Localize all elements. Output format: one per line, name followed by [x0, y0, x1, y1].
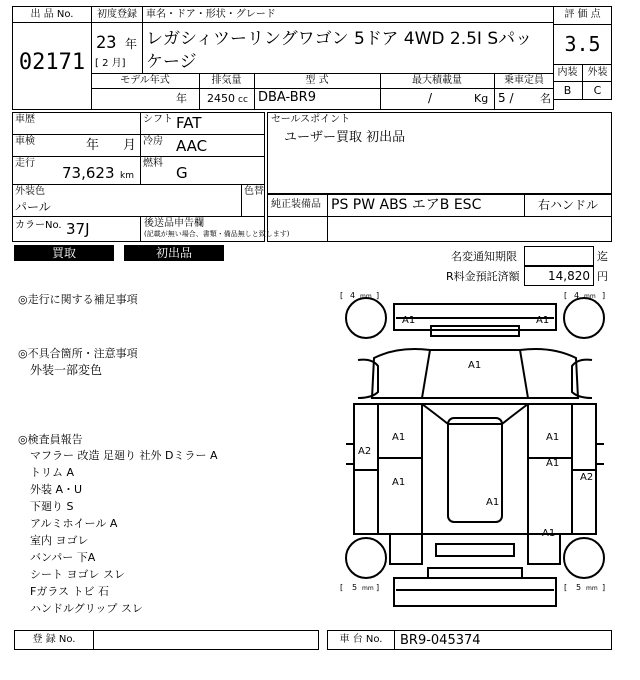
- steering-side: 右ハンドル: [537, 198, 598, 212]
- reg-year-unit: 年: [125, 37, 138, 51]
- inspector-report-title: ◎検査員報告: [18, 433, 83, 446]
- recycle-label: R料金預託済額: [446, 270, 520, 283]
- wheel-front-left: [346, 298, 386, 338]
- defect-notes-title: ◎不具合箇所・注意事項: [18, 347, 138, 360]
- type-label: 型 式: [305, 75, 329, 86]
- inspector-line: アルミホイール A: [30, 517, 118, 530]
- inspector-line: 下廻り S: [30, 500, 74, 513]
- inspector-line: 外装 A・U: [30, 483, 83, 496]
- inspector-line: ハンドルグリップ スレ: [30, 602, 143, 615]
- sales-point-label: セールスポイント: [271, 114, 351, 125]
- inspection-label: 車検: [15, 136, 35, 147]
- capacity-unit: 名: [540, 92, 551, 105]
- mileage-value: 73,623: [62, 164, 115, 182]
- svg-text:mm: mm: [362, 585, 374, 592]
- svg-text:]: ]: [602, 583, 606, 592]
- reg-year: 23: [96, 33, 117, 53]
- color-label: 外装色: [15, 186, 45, 197]
- damage-mark: A1: [546, 432, 560, 443]
- damage-mark: A1: [402, 315, 416, 326]
- tire-fl-depth: 4: [350, 291, 356, 300]
- tire-rr-depth: 5: [576, 583, 582, 592]
- inspector-line: トリム A: [30, 466, 75, 479]
- svg-text:[: [: [340, 583, 344, 592]
- reg-label: 初度登録: [97, 9, 137, 20]
- svg-text:mm: mm: [586, 585, 598, 592]
- car-name-line1: レガシィツーリングワゴン 5ドア 4WD 2.5I Sパッ: [146, 29, 533, 49]
- recycle-value: 14,820: [548, 269, 590, 283]
- shift-label: シフト: [143, 114, 173, 125]
- wheel-rear-right: [564, 538, 604, 578]
- inspector-line: Fガラス トビ 石: [30, 585, 109, 598]
- inspector-line: バンパー 下A: [30, 551, 96, 564]
- damage-mark: A1: [392, 432, 406, 443]
- damage-mark: A1: [536, 315, 550, 326]
- lot-label: 出 品 No.: [30, 9, 74, 20]
- defect-notes-text: 外装一部変色: [30, 363, 103, 377]
- svg-text:[: [: [564, 291, 568, 300]
- ac-label: 冷房: [143, 136, 163, 147]
- damage-mark: A1: [546, 458, 560, 469]
- max-load-value: /: [428, 91, 433, 105]
- inspector-line: マフラー 改造 足廻り 社外 Dミラー A: [30, 449, 218, 462]
- svg-text:mm: mm: [360, 293, 372, 300]
- damage-mark: A2: [358, 446, 372, 457]
- deadline-label: 名変通知期限: [451, 250, 517, 263]
- svg-text:]: ]: [376, 583, 380, 592]
- model-year-label: モデル年式: [120, 75, 170, 86]
- svg-text:[: [: [564, 583, 568, 592]
- rear-bumper: [394, 578, 556, 606]
- inspector-line: シート ヨゴレ スレ: [30, 568, 125, 581]
- interior-grade: B: [563, 84, 572, 97]
- tire-fr-depth: 4: [574, 291, 580, 300]
- aftermarket-label: 後送品申告欄: [144, 218, 204, 229]
- svg-text:]: ]: [602, 291, 606, 300]
- fuel-label: 燃料: [143, 158, 163, 169]
- damage-mark: A1: [468, 360, 482, 371]
- mileage-label: 走行: [15, 158, 35, 169]
- interior-label: 内装: [557, 67, 578, 78]
- history-label: 車歴: [15, 114, 35, 125]
- inspection-month-unit: 月: [123, 138, 137, 153]
- capacity-value: 5 /: [498, 91, 514, 105]
- exterior-grade: C: [593, 84, 602, 97]
- exterior-label: 外装: [587, 67, 608, 78]
- mileage-unit: km: [120, 171, 134, 181]
- hood-outline: [372, 349, 578, 398]
- aftermarket-note: (記載が無い場合、書類・備品無しと致します): [144, 230, 290, 238]
- chassis-label: 車 台 No.: [339, 634, 383, 645]
- damage-mark: A1: [542, 528, 556, 539]
- svg-text:]: ]: [376, 291, 380, 300]
- wheel-rear-left: [346, 538, 386, 578]
- max-load-unit: Kg: [474, 92, 489, 105]
- reg-no-value-box: [93, 630, 319, 650]
- displacement-value: 2450: [207, 92, 235, 105]
- capacity-label: 乗車定員: [504, 75, 544, 86]
- type-value: DBA-BR9: [258, 90, 316, 105]
- equipment-label: 純正装備品: [271, 199, 321, 210]
- name-label: 車名・ドア・形状・グレード: [146, 9, 276, 20]
- color-number-value: 37J: [66, 220, 90, 238]
- color-value: パール: [15, 200, 51, 214]
- model-year-unit: 年: [176, 92, 187, 105]
- inspection-year-unit: 年: [86, 138, 100, 153]
- lot-number: 02171: [18, 50, 86, 75]
- car-name-line2: ケージ: [146, 52, 197, 72]
- eval-label: 評 価 点: [564, 9, 601, 20]
- eval-score: 3.5: [564, 32, 601, 56]
- recolor-label: 色替: [244, 186, 264, 197]
- chassis-value: BR9-045374: [400, 633, 481, 648]
- damage-mark: A2: [580, 472, 594, 483]
- car-damage-diagram: [338, 288, 612, 612]
- wheel-front-right: [564, 298, 604, 338]
- rear-window: [436, 544, 514, 556]
- equipment-value: PS PW ABS エアB ESC: [331, 197, 482, 213]
- running-notes-title: ◎走行に関する補足事項: [18, 293, 138, 306]
- displacement-unit: cc: [238, 95, 248, 105]
- ac-value: AAC: [176, 137, 208, 155]
- inspector-line: 室内 ヨゴレ: [30, 534, 89, 547]
- deadline-unit: 迄: [597, 250, 608, 263]
- color-number-label: カラーNo.: [15, 220, 62, 231]
- damage-mark: A1: [392, 477, 406, 488]
- badge-first-listing: 初出品: [124, 245, 224, 261]
- sales-point-text: ユーザー買取 初出品: [284, 130, 406, 145]
- fuel-value: G: [176, 164, 188, 182]
- recycle-unit: 円: [597, 270, 608, 283]
- displacement-label: 排気量: [211, 75, 242, 86]
- reg-no-label: 登 録 No.: [32, 634, 76, 645]
- max-load-label: 最大積載量: [412, 75, 462, 86]
- reg-month: [ 2 月]: [95, 58, 126, 69]
- damage-mark: A1: [486, 497, 500, 508]
- badge-buyback: 買取: [14, 245, 114, 261]
- shift-value: FAT: [176, 114, 202, 132]
- svg-text:mm: mm: [584, 293, 596, 300]
- deadline-box: [524, 246, 594, 266]
- tire-rl-depth: 5: [352, 583, 358, 592]
- svg-text:[: [: [340, 291, 344, 300]
